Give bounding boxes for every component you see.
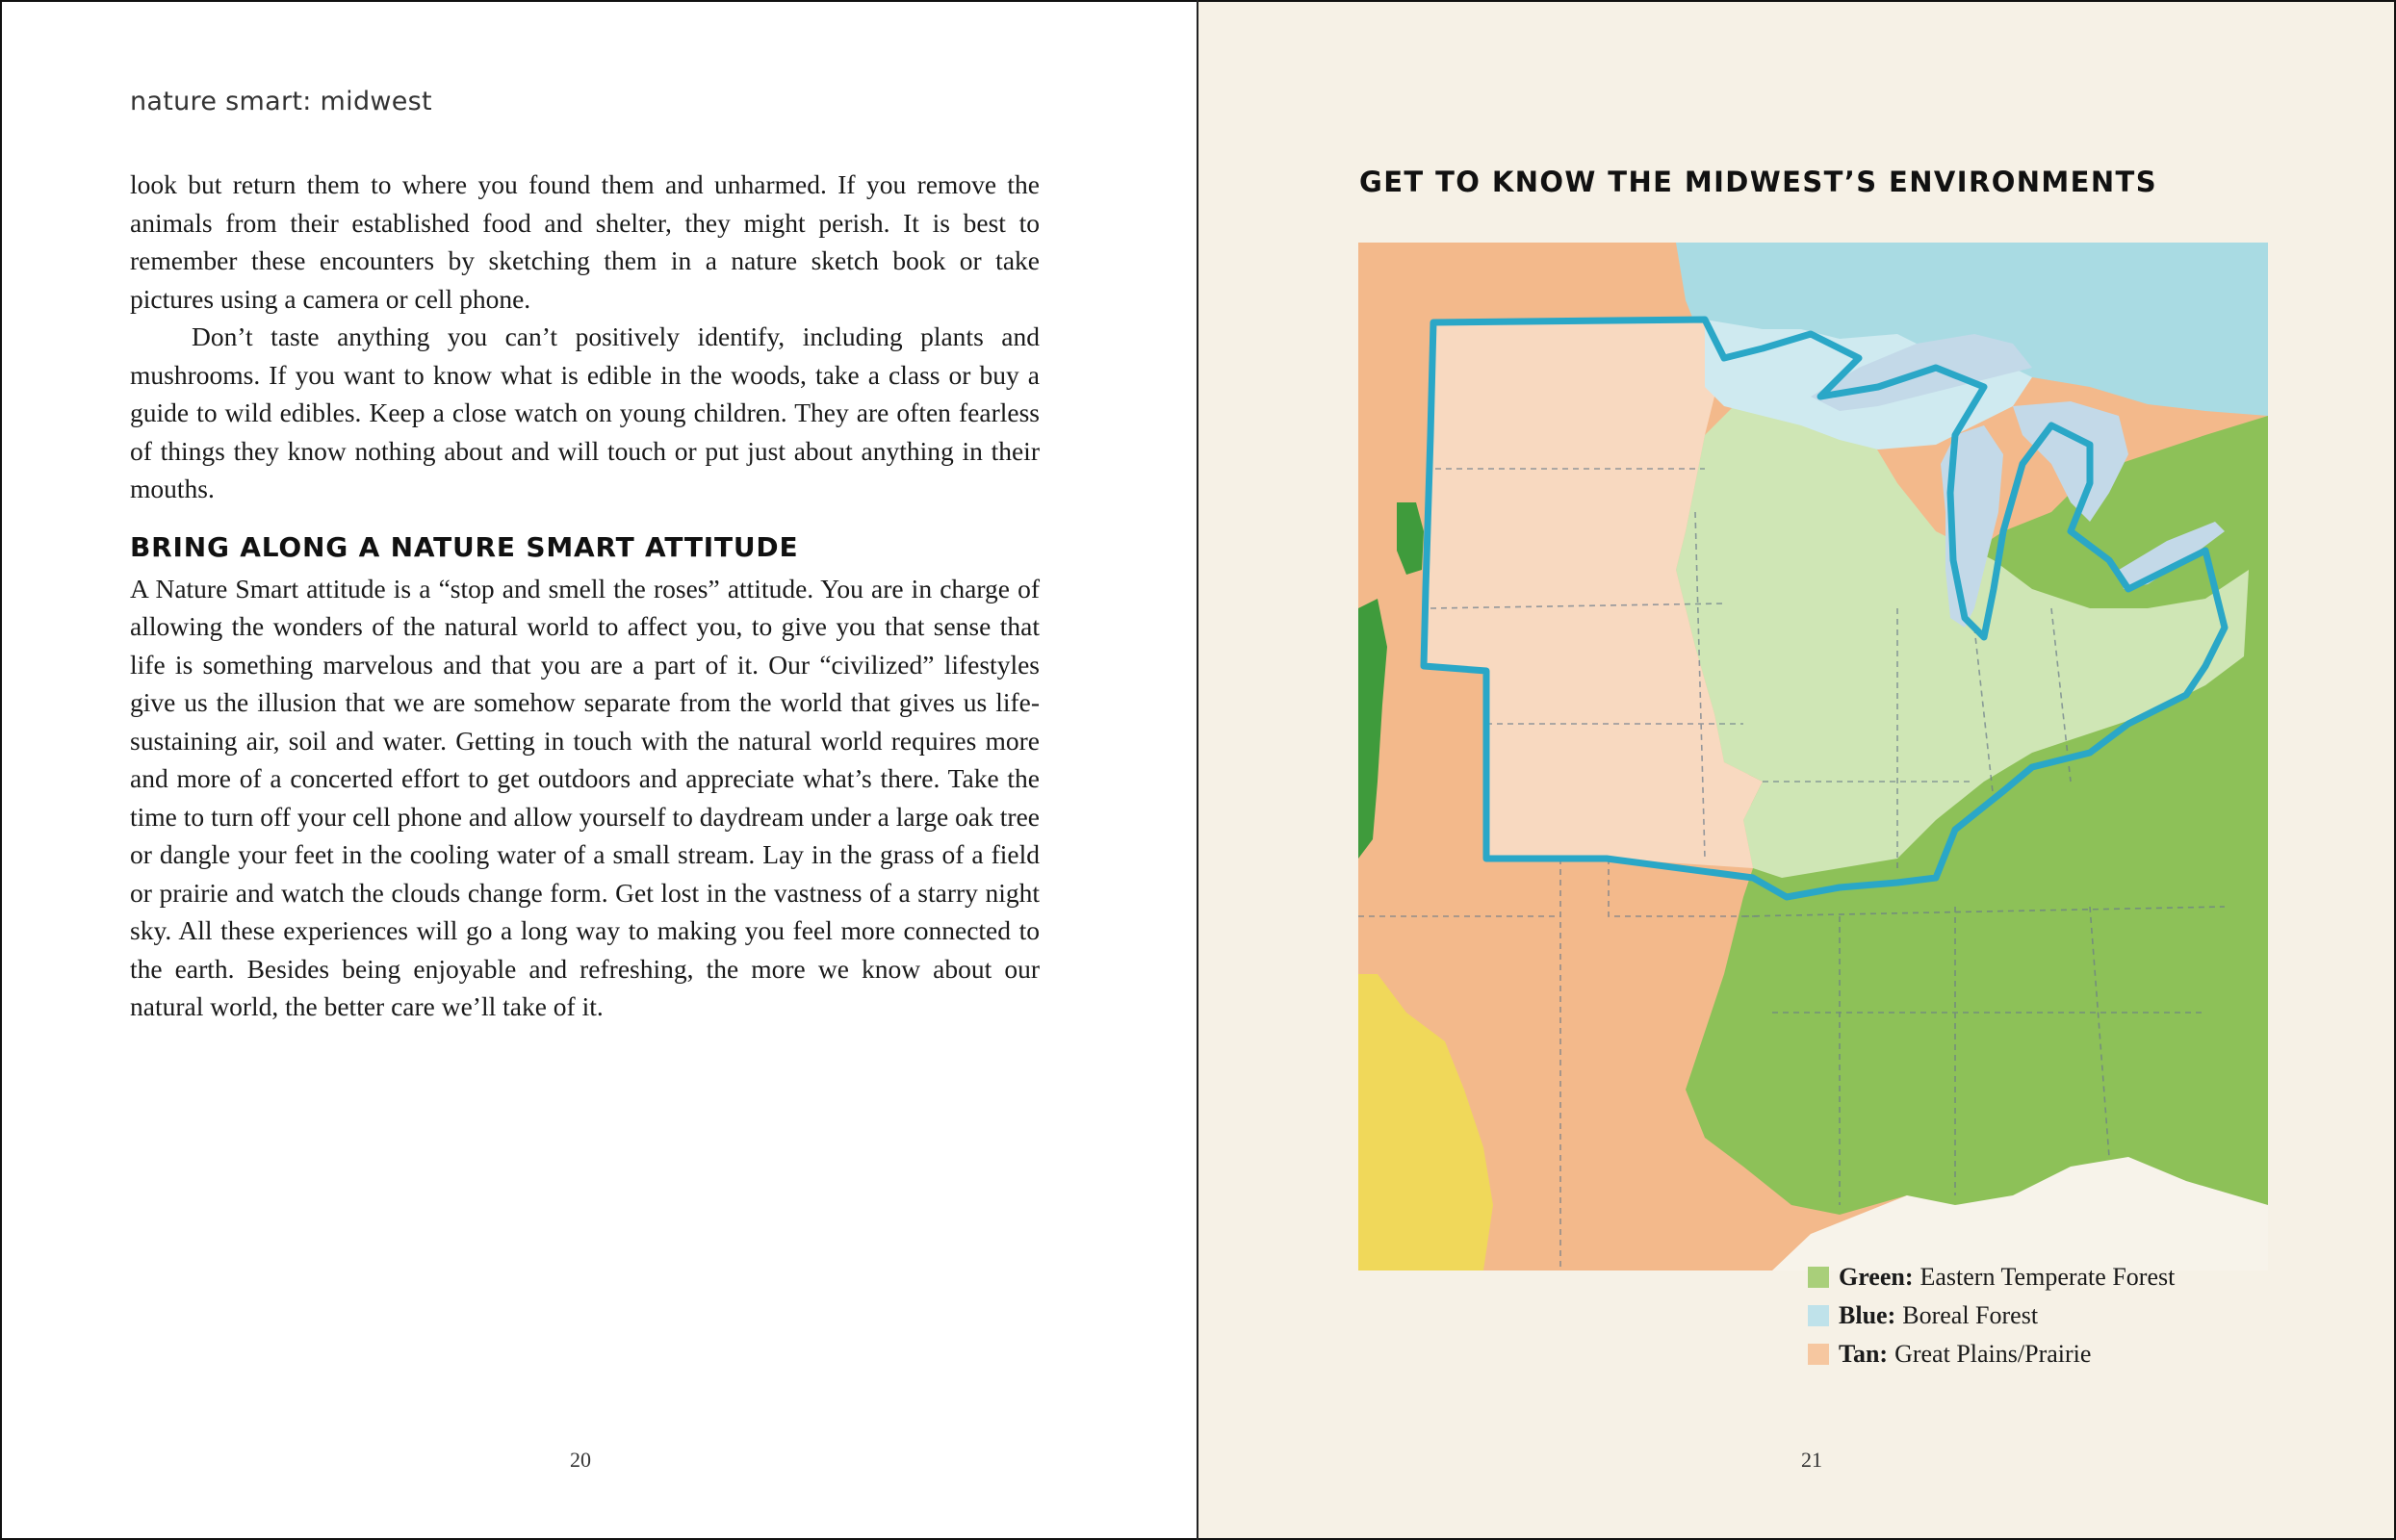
legend-key: Blue: bbox=[1839, 1301, 1896, 1329]
map-title: GET TO KNOW THE MIDWEST’S ENVIRONMENTS bbox=[1359, 166, 2158, 198]
map-legend bbox=[1808, 1258, 2175, 1373]
section-heading: BRING ALONG A NATURE SMART ATTITUDE bbox=[130, 530, 799, 563]
section-paragraph: A Nature Smart attitude is a “stop and smell the roses” attitude. You are in charge of allowing the wonders of the natural world to affect you, to give you that sense that life is something marvelous and that you are a part of it. Our “civilized” lifestyles give us the illusion that we are somehow separate from the world that gives us life-sustaining air, soil and water. Getting in touch with the natural world requires more and more of a concerted effort to get outdoors and appreciate what’s there. Take the time to turn off your cell phone and allow yourself to daydream under a large oak tree or dangle your feet in the cooling water of a small stream. Lay in the grass of a field or prairie and watch the clouds change form. Get lost in the vastness of a starry night sky. All these experiences will go a long way to making you feel more connected to the earth. Besides being enjoyable and refreshing, the more we know about our natural world, the better care we’ll take of it. bbox=[130, 573, 1040, 1021]
legend-key: Green: bbox=[1839, 1263, 1914, 1291]
map-svg bbox=[1358, 243, 2268, 1270]
legend-swatch-blue bbox=[1808, 1305, 1829, 1326]
right-page bbox=[1198, 0, 2396, 1540]
legend-label: Great Plains/Prairie bbox=[1894, 1340, 2092, 1368]
environments-map bbox=[1358, 243, 2268, 1270]
paragraph-1: look but return them to where you found them and unharmed. If you remove the animals from their established food and shelter, they might perish. It is best to remember these encounters by sketching them in a nature sketch book or take pictures using a camera or cell phone. bbox=[130, 169, 1040, 314]
legend-label: Boreal Forest bbox=[1902, 1301, 2039, 1329]
page-number-right: 21 bbox=[1801, 1448, 1822, 1472]
legend-swatch-green bbox=[1808, 1267, 1829, 1288]
legend-swatch-tan bbox=[1808, 1344, 1829, 1365]
running-head: nature smart: midwest bbox=[130, 87, 432, 116]
legend-key: Tan: bbox=[1839, 1340, 1889, 1368]
legend-label: Eastern Temperate Forest bbox=[1919, 1263, 2176, 1291]
paragraph-2: Don’t taste anything you can’t positively identify, including plants and mushrooms. If you want to know what is edible in the woods, take a class or buy a guide to wild edibles. Keep a close watch on young children. They are often fearless of things they know nothing about and will touch or put just about anything in their mouths. bbox=[130, 321, 1040, 503]
legend-item-tan bbox=[1808, 1335, 2175, 1373]
legend-item-blue bbox=[1808, 1296, 2175, 1335]
page-number-left: 20 bbox=[570, 1448, 591, 1472]
legend-item-green bbox=[1808, 1258, 2175, 1296]
body-text bbox=[130, 166, 1040, 1026]
